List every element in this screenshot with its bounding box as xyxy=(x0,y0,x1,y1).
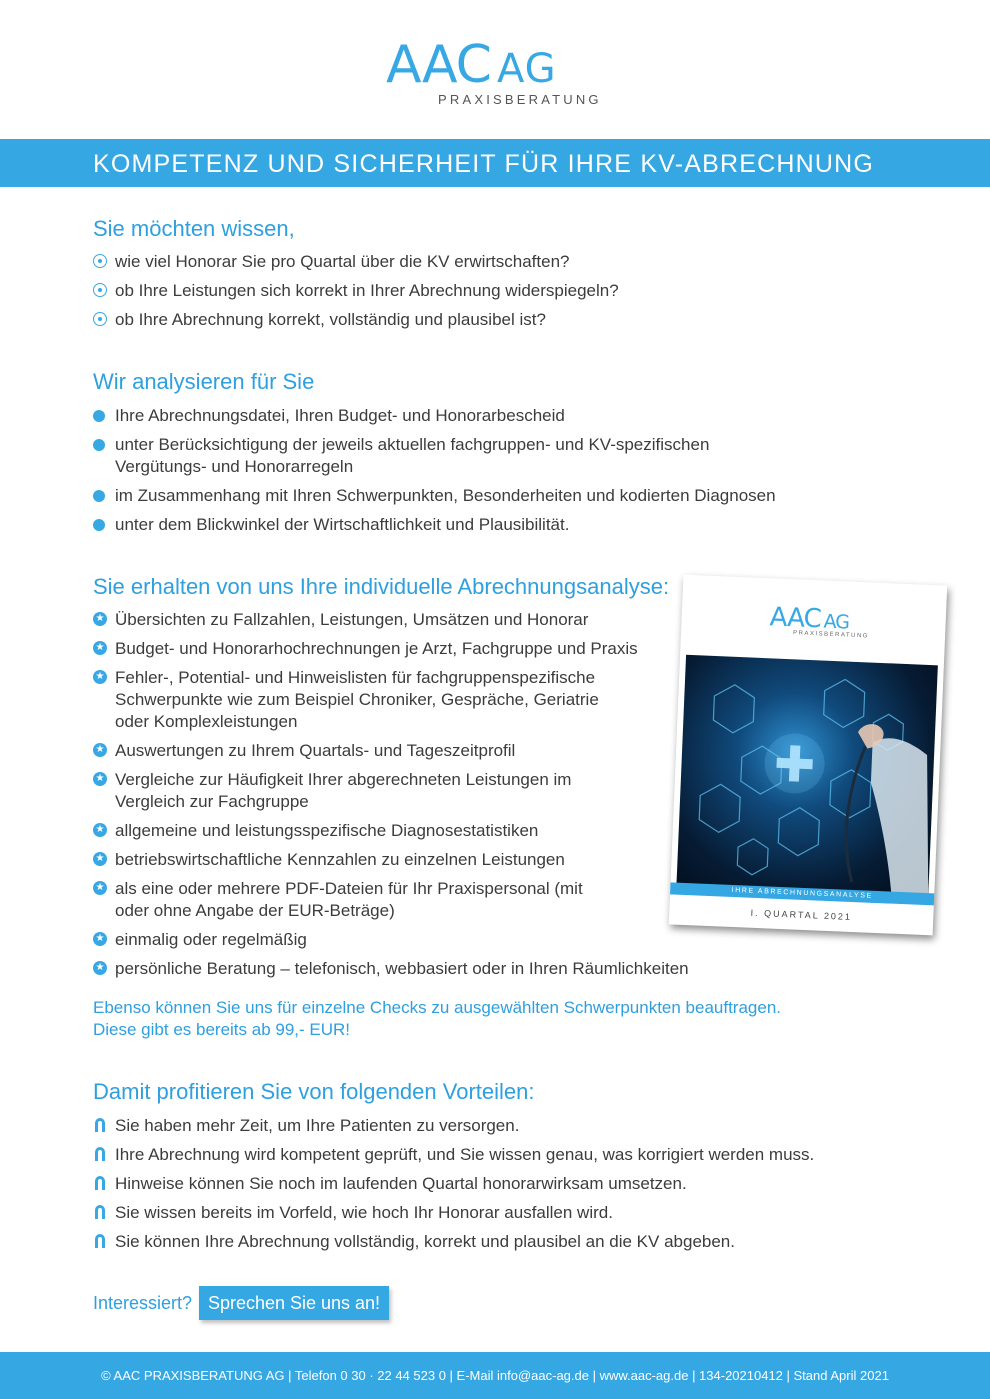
star-bullet-icon xyxy=(93,881,107,895)
dot-bullet-icon xyxy=(93,439,105,451)
list-item: ★ betriebswirtschaftliche Kennzahlen zu einzelnen Leistungen xyxy=(93,849,733,871)
list-item: Hinweise können Sie noch im laufenden Quartal honorarwirksam umsetzen. xyxy=(93,1173,893,1195)
list-item: ★ persönliche Beratung – telefonisch, webbasiert oder in Ihren Räumlichkeiten xyxy=(93,958,775,980)
section-heading-analysieren: Wir analysieren für Sie xyxy=(93,369,315,394)
section-heading-wissen: Sie möchten wissen, xyxy=(93,216,295,241)
horseshoe-bullet-icon xyxy=(95,1176,105,1190)
cta-label: Interessiert? xyxy=(93,1293,193,1313)
list-item: Ihre Abrechnungsdatei, Ihren Budget- und Honorarbescheid xyxy=(93,405,823,427)
list-item: unter Berücksichtigung der jeweils aktuellen fachgruppen- und KV-spezifischen Vergütungs- und Honorarregeln xyxy=(93,434,755,478)
horseshoe-bullet-icon xyxy=(95,1205,105,1219)
list-item: unter dem Blickwinkel der Wirtschaftlichkeit und Plausibilität. xyxy=(93,514,823,536)
section-heading-analyse: Sie erhalten von uns Ihre individuelle Abrechnungsanalyse: xyxy=(93,574,670,599)
brochure-title-bar: IHRE ABRECHNUNGSANALYSE xyxy=(670,882,934,905)
brochure-logo-subtitle: PRAXISBERATUNG xyxy=(792,630,870,640)
horseshoe-bullet-icon xyxy=(95,1234,105,1248)
list-item: ★ Vergleiche zur Häufigkeit Ihrer abgerechneten Leistungen im Vergleich zur Fachgruppe xyxy=(93,769,615,813)
question-list xyxy=(93,251,793,338)
star-bullet-icon xyxy=(93,670,107,684)
star-bullet-icon xyxy=(93,641,107,655)
star-bullet-icon xyxy=(93,772,107,786)
list-item: Sie wissen bereits im Vorfeld, wie hoch Ihr Honorar ausfallen wird. xyxy=(93,1202,893,1224)
checks-note-line2: Diese gibt es bereits ab 99,- EUR! xyxy=(93,1020,351,1039)
star-bullet-icon xyxy=(93,743,107,757)
logo-subtitle: PRAXISBERATUNG xyxy=(438,92,602,107)
horseshoe-bullet-icon xyxy=(95,1118,105,1132)
star-bullet-icon xyxy=(93,961,107,975)
brochure-quarter: I. QUARTAL 2021 xyxy=(750,907,853,922)
list-item: Sie haben mehr Zeit, um Ihre Patienten zu versorgen. xyxy=(93,1115,893,1137)
footer-bar xyxy=(0,1352,990,1399)
logo-wordmark: AAC AG xyxy=(386,35,557,95)
list-item: ★ Übersichten zu Fallzahlen, Leistungen, Umsätzen und Honorar xyxy=(93,609,733,631)
list-item: ★ einmalig oder regelmäßig xyxy=(93,929,733,951)
company-logo xyxy=(386,36,616,110)
contact-us-button[interactable]: Sprechen Sie uns an! xyxy=(199,1286,389,1320)
brochure-logo: AACAG xyxy=(769,602,850,635)
star-bullet-icon xyxy=(93,932,107,946)
list-item: ★ als eine oder mehrere PDF-Dateien für Ihr Praxispersonal (mit oder ohne Angabe der EUR-Beträge) xyxy=(93,878,595,922)
star-bullet-icon xyxy=(93,823,107,837)
target-bullet-icon xyxy=(93,283,107,297)
checks-note xyxy=(93,997,781,1041)
title-banner xyxy=(0,139,990,187)
star-bullet-icon xyxy=(93,612,107,626)
medical-hexagons-graphic xyxy=(676,655,937,895)
horseshoe-bullet-icon xyxy=(95,1147,105,1161)
footer-contact-text: © AAC PRAXISBERATUNG AG | Telefon 0 30 · 22 44 523 0 | E-Mail info@aac-ag.de | www.aac-ag.de | 134-20210412 | Stand April 2021 xyxy=(101,1368,889,1383)
list-item: wie viel Honorar Sie pro Quartal über die KV erwirtschaften? xyxy=(93,251,793,273)
dot-bullet-icon xyxy=(93,519,105,531)
analysis-list xyxy=(93,405,823,543)
list-item: ★ allgemeine und leistungsspezifische Diagnosestatistiken xyxy=(93,820,733,842)
list-item: Ihre Abrechnung wird kompetent geprüft, und Sie wissen genau, was korrigiert werden muss. xyxy=(93,1144,893,1166)
target-bullet-icon xyxy=(93,312,107,326)
list-item: ★ Auswertungen zu Ihrem Quartals- und Tageszeitprofil xyxy=(93,740,733,762)
dot-bullet-icon xyxy=(93,490,105,502)
star-bullet-icon xyxy=(93,852,107,866)
brochure-cover xyxy=(669,575,947,936)
checks-note-line1: Ebenso können Sie uns für einzelne Checks zu ausgewählten Schwerpunkten beauftragen. xyxy=(93,998,782,1017)
deliverables-list xyxy=(93,609,733,987)
page-title: KOMPETENZ UND SICHERHEIT FÜR IHRE KV-ABRECHNUNG xyxy=(93,150,875,178)
list-item: im Zusammenhang mit Ihren Schwerpunkten, Besonderheiten und kodierten Diagnosen xyxy=(93,485,823,507)
list-item: ★ Budget- und Honorarhochrechnungen je Arzt, Fachgruppe und Praxis xyxy=(93,638,733,660)
brochure-medical-image xyxy=(676,655,937,895)
list-item: ★ Fehler-, Potential- und Hinweislisten für fachgruppenspezifische Schwerpunkte wie zum Beispiel Chroniker, Gespräche, Geriatrie oder Komplexleistungen xyxy=(93,667,625,733)
benefits-list xyxy=(93,1115,893,1260)
dot-bullet-icon xyxy=(93,410,105,422)
target-bullet-icon xyxy=(93,254,107,268)
list-item: ob Ihre Leistungen sich korrekt in Ihrer Abrechnung widerspiegeln? xyxy=(93,280,793,302)
list-item: Sie können Ihre Abrechnung vollständig, korrekt und plausibel an die KV abgeben. xyxy=(93,1231,893,1253)
list-item: ob Ihre Abrechnung korrekt, vollständig und plausibel ist? xyxy=(93,309,793,331)
section-heading-vorteile: Damit profitieren Sie von folgenden Vorteilen: xyxy=(93,1079,535,1104)
